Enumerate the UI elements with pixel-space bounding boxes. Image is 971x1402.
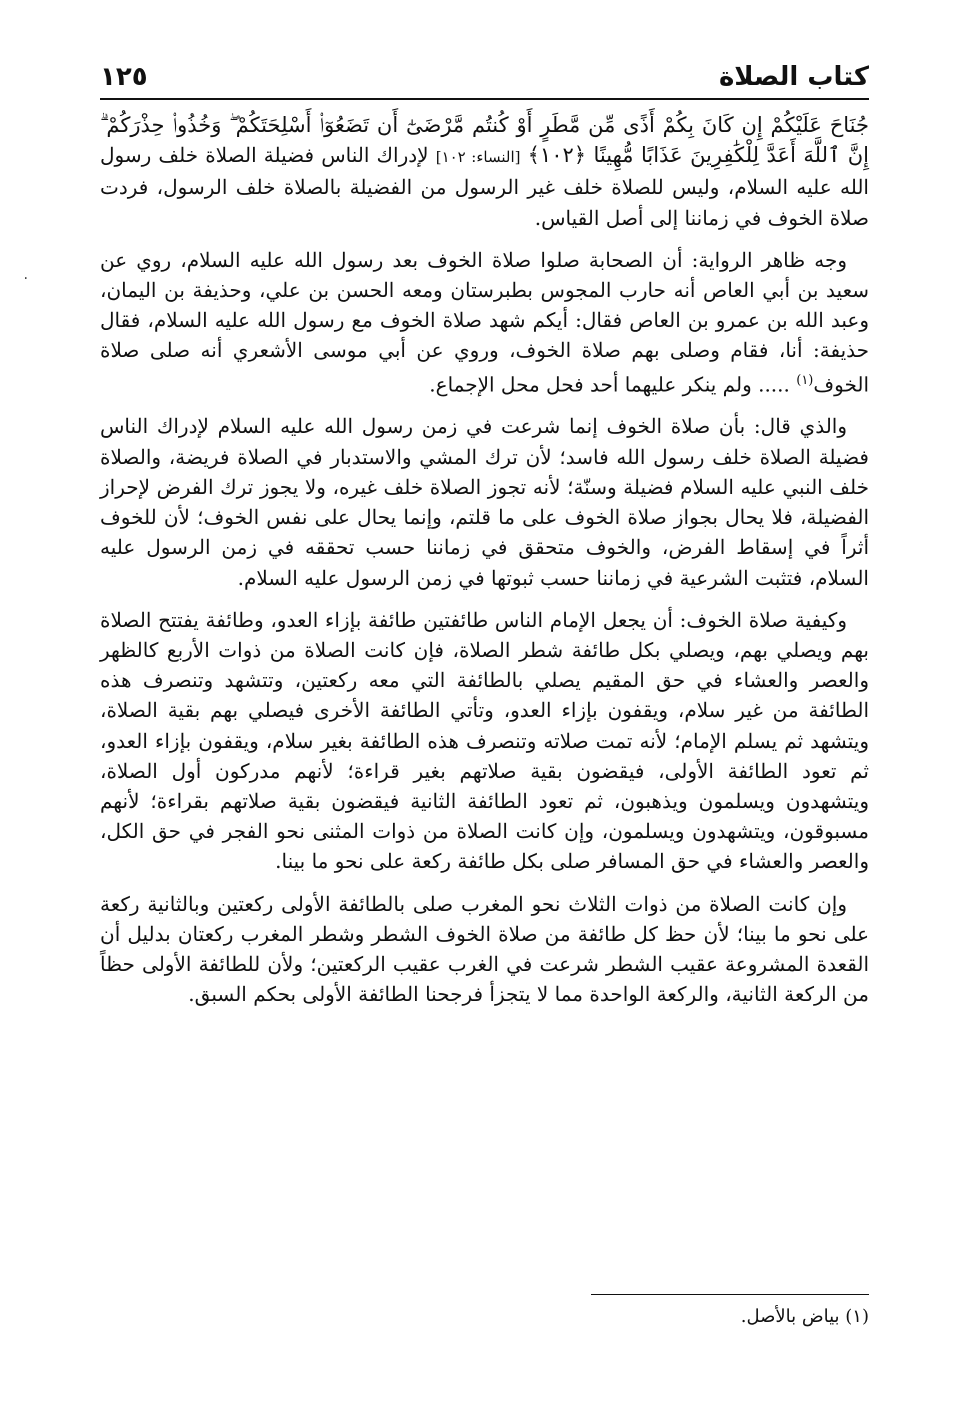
body-text <box>100 110 869 1021</box>
footnote: (١) بياض بالأصل. <box>740 1306 869 1327</box>
paragraph-4-text: وكيفية صلاة الخوف: أن يجعل الإمام الناس طائفتين طائفة بإزاء العدو، وطائفة يفتتح الصلاة بهم ويصلي بهم، ويصلي بكل طائفة شطر الصلاة، فإن كانت الصلاة من ذوات الأربع كالظهر والعصر والعشاء في حق المقيم يصلي بالطائفة التي معه ركعتين، وتتشهد وتنصرف هذه الطائفة من غير سلام، ويقفون بإزاء العدو، وتأتي الطائفة الأخرى فيصلي بهم بقية الصلاة، ويتشهد ثم يسلم الإمام؛ لأنه تمت صلاته وتنصرف هذه الطائفة بغير سلام، ويقفون بإزاء العدو، ثم تعود الطائفة الأولى، فيقضون بقية صلاتهم بغير قراءة؛ لأنهم مدركون أول الصلاة، ويتشهدون ويسلمون ويذهبون، ثم تعود الطائفة الثانية فيقضون بقية صلاتهم بقراءة؛ لأنهم مسبوقون، ويتشهدون ويسلمون، وإن كانت الصلاة من ذوات المثنى نحو الفجر في حق الكل، والعصر والعشاء في حق المسافر صلى بكل طائفة ركعة على نحو ما بينا. <box>100 607 869 874</box>
footnote-divider <box>591 1294 869 1295</box>
stray-mark: ٠ <box>22 270 30 286</box>
verse-reference: [النساء: ١٠٢] <box>435 148 521 167</box>
quran-verse: جُنَاحَ عَلَيْكُمْ إِن كَانَ بِكُمْ أَذًى مِّن مَّطَرٍ أَوْ كُنتُم مَّرْضَىٰٓ أَن تَضَعُوٓا۟ أَسْلِحَتَكُمْ ۖ وَخُذُوا۟ حِذْرَكُمْ ۗ إِنَّ ٱللَّهَ أَعَدَّ لِلْكَٰفِرِينَ عَذَابًا مُّهِينًا ﴿١٠٢﴾ <box>100 113 869 168</box>
footnote-marker[interactable]: (١) <box>796 372 814 388</box>
page-header <box>100 58 869 100</box>
paragraph-2-text-b: ..... ولم ينكر عليهما أحد فحل محل الإجماع. <box>429 372 790 397</box>
paragraph-4 <box>100 605 869 877</box>
paragraph-2-text-a: وجه ظاهر الرواية: أن الصحابة صلوا صلاة الخوف بعد رسول الله عليه السلام، روي عن سعيد بن أبي العاص أنه حارب المجوس بطبرستان ومعه الحسن بن علي، وحذيفة بن اليمان، وعبد الله بن عمرو بن العاص فقال: أيكم شهد صلاة الخوف مع رسول الله عليه السلام، فقال حذيفة: أنا، فقام وصلى بهم صلاة الخوف، وروي عن أبي موسى الأشعري أنه صلى صلاة الخوف <box>100 247 869 397</box>
paragraph-5-text: وإن كانت الصلاة من ذوات الثلاث نحو المغرب صلى بالطائفة الأولى ركعتين وبالثانية ركعة على نحو ما بينا؛ لأن حظ كل طائفة من صلاة الخوف الشطر وشطر المغرب ركعتان بدليل أن القعدة المشروعة عقيب الشطر شرعت في الغرب عقيب الركعتين؛ ولأن للطائفة الأولى حظاً من الركعة الثانية، والركعة الواحدة مما لا يتجزأ فرجحنا الطائفة الأولى بحكم السبق. <box>100 891 869 1007</box>
paragraph-3 <box>100 411 869 592</box>
page-number: ١٢٥ <box>100 62 148 92</box>
paragraph-3-text: والذي قال: بأن صلاة الخوف إنما شرعت في زمن رسول الله عليه السلام لإدراك الناس فضيلة الصلاة خلف رسول الله فاسد؛ لأن ترك المشي والاستدبار في الصلاة فريضة، والصلاة خلف النبي عليه السلام فضيلة وسنّة؛ لأنه تجوز الصلاة خلف غيره، ولا يجوز ترك الفرض لإحراز الفضيلة، فلا يحال بجواز صلاة الخوف على ما قلتم، وإنما يحال على نفس الخوف؛ لأن للخوف أثراً في إسقاط الفرض، والخوف متحقق في زماننا حسب تحققه في زمن الرسول عليه السلام، فتثبت الشرعية في زماننا حسب ثبوتها في زمن الرسول عليه السلام. <box>100 414 869 590</box>
paragraph-1-text: لإدراك الناس فضيلة الصلاة خلف رسول الله عليه السلام، وليس للصلاة خلف غير الرسول من الفضيلة بالصلاة خلف الرسول، فردت صلاة الخوف في زماننا إلى أصل القياس. <box>100 143 869 230</box>
paragraph-2 <box>100 245 869 400</box>
paragraph-5 <box>100 889 869 1010</box>
paragraph-1 <box>100 110 869 233</box>
book-title: كتاب الصلاة <box>718 62 869 92</box>
